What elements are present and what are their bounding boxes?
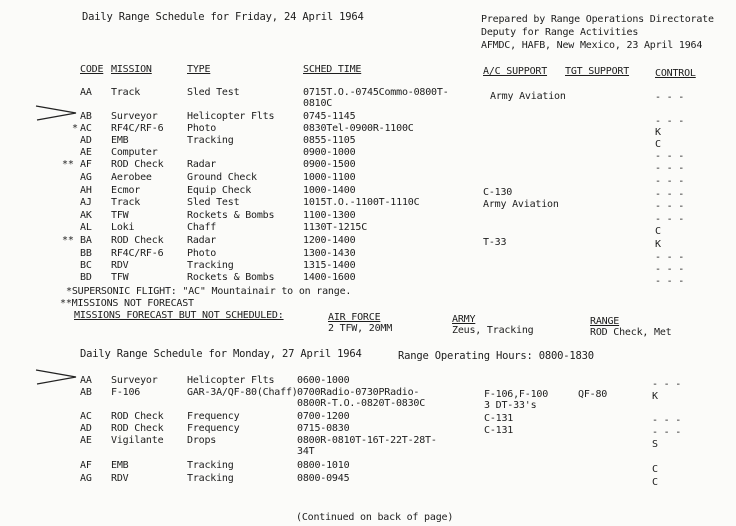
fri-sched: 1130T-1215C: [303, 222, 368, 233]
fri-mission: ROD Check: [111, 235, 164, 246]
fri-code: AH: [80, 185, 92, 196]
fri-sched-cont: 0810C: [303, 98, 333, 109]
friday-title: Daily Range Schedule for Friday, 24 April 1964: [82, 11, 364, 23]
mon-ac: C-131: [484, 413, 514, 424]
army-value: Zeus, Tracking: [452, 325, 534, 336]
fri-code: AK: [80, 210, 92, 221]
fri-sched: 0745-1145: [303, 111, 356, 122]
col-code: CODE: [80, 64, 104, 75]
mon-sched: 0600-1000: [297, 375, 350, 386]
range-heading: RANGE: [590, 316, 620, 327]
monday-hours: Range Operating Hours: 0800-1830: [398, 350, 594, 362]
fri-mission: Computer: [111, 147, 158, 158]
fri-type: Sled Test: [187, 197, 240, 208]
mon-control: K: [652, 391, 658, 402]
fri-code: BD: [80, 272, 92, 283]
fri-mission: TFW: [111, 272, 129, 283]
prepared-line-2: Deputy for Range Activities: [481, 27, 639, 38]
fri-type: Photo: [187, 248, 217, 259]
mon-mission: RDV: [111, 473, 129, 484]
fri-mission: EMB: [111, 135, 129, 146]
fri-control: - - -: [655, 201, 685, 212]
mon-mission: Vigilante: [111, 435, 164, 446]
mon-type: Frequency: [187, 423, 240, 434]
fri-mark: **: [62, 159, 74, 170]
fri-ac: T-33: [483, 237, 507, 248]
mon-type: Tracking: [187, 460, 234, 471]
fri-sched: 1000-1100: [303, 172, 356, 183]
mon-control: - - -: [652, 427, 682, 438]
fri-type: Helicopter Flts: [187, 111, 275, 122]
mon-code: AD: [80, 423, 92, 434]
fri-mission: RF4C/RF-6: [111, 123, 164, 134]
mon-control: C: [652, 477, 658, 488]
fri-mission: Loki: [111, 222, 135, 233]
mon-ac: C-131: [484, 425, 514, 436]
mon-control: C: [652, 464, 658, 475]
mon-control: S: [652, 439, 658, 450]
fri-mission: RDV: [111, 260, 129, 271]
fri-type: Radar: [187, 235, 217, 246]
mon-mission: ROD Check: [111, 423, 164, 434]
fri-type: Chaff: [187, 222, 217, 233]
prepared-line-3: AFMDC, HAFB, New Mexico, 23 April 1964: [481, 40, 703, 51]
mon-sched: 0800-0945: [297, 473, 350, 484]
mon-code: AB: [80, 387, 92, 398]
mon-sched: 0800-1010: [297, 460, 350, 471]
fri-ac: C-130: [483, 187, 513, 198]
fri-mission: ROD Check: [111, 159, 164, 170]
fri-mission: TFW: [111, 210, 129, 221]
fri-control: - - -: [655, 276, 685, 287]
fri-sched: 1000-1400: [303, 185, 356, 196]
mon-code: AG: [80, 473, 92, 484]
mon-mission: EMB: [111, 460, 129, 471]
fri-code: AD: [80, 135, 92, 146]
fri-control: - - -: [655, 92, 685, 103]
fri-mission: Ecmor: [111, 185, 141, 196]
range-value: ROD Check, Met: [590, 327, 672, 338]
hand-arrow-icon: [34, 104, 80, 122]
mon-code: AF: [80, 460, 92, 471]
mon-type: Tracking: [187, 473, 234, 484]
note-supersonic: *SUPERSONIC FLIGHT: "AC" Mountainair to on range.: [66, 286, 352, 297]
fri-control: - - -: [655, 176, 685, 187]
fri-code: AE: [80, 147, 92, 158]
fri-code: AA: [80, 87, 92, 98]
fri-mission: Track: [111, 197, 141, 208]
mon-code: AE: [80, 435, 92, 446]
fri-sched: 1300-1430: [303, 248, 356, 259]
col-tgt-support: TGT SUPPORT: [565, 66, 630, 77]
fri-type: Tracking: [187, 135, 234, 146]
mon-sched: 0715-0830: [297, 423, 350, 434]
fri-mark: **: [62, 235, 74, 246]
mon-sched-cont: 34T: [297, 446, 315, 457]
fri-code: BB: [80, 248, 92, 259]
mon-sched: 0700Radio-0730PRadio-: [297, 387, 420, 398]
hand-arrow-icon: [34, 368, 80, 386]
fri-sched: 0715T.O.-0745Commo-0800T-: [303, 87, 449, 98]
fri-type: Ground Check: [187, 172, 257, 183]
mon-control: - - -: [652, 379, 682, 390]
mon-ac: F-106,F-100: [484, 389, 549, 400]
note-forecast-label: MISSIONS FORECAST BUT NOT SCHEDULED:: [74, 310, 284, 321]
fri-control: K: [655, 239, 661, 250]
fri-code: AF: [80, 159, 92, 170]
fri-mission: RF4C/RF-6: [111, 248, 164, 259]
fri-control: K: [655, 127, 661, 138]
fri-mission: Surveyor: [111, 111, 158, 122]
fri-type: Photo: [187, 123, 217, 134]
fri-sched: 1315-1400: [303, 260, 356, 271]
mon-sched-cont: 0800R-T.O.-0820T-0830C: [297, 398, 426, 409]
mon-type: Helicopter Flts: [187, 375, 275, 386]
fri-sched: 0855-1105: [303, 135, 356, 146]
fri-type: Sled Test: [187, 87, 240, 98]
fri-type: Tracking: [187, 260, 234, 271]
fri-sched: 1200-1400: [303, 235, 356, 246]
fri-ac: Army Aviation: [490, 91, 566, 102]
fri-code: AJ: [80, 197, 92, 208]
fri-mark: *: [72, 123, 78, 134]
fri-sched: 0830Tel-0900R-1100C: [303, 123, 414, 134]
mon-type: Drops: [187, 435, 217, 446]
monday-title: Daily Range Schedule for Monday, 27 April 1964: [80, 348, 362, 360]
mon-ac-cont: 3 DT-33's: [484, 400, 537, 411]
mon-type: GAR-3A/QF-80(Chaff): [187, 387, 298, 398]
air-force-heading: AIR FORCE: [328, 312, 381, 323]
fri-code: AC: [80, 123, 92, 134]
footer-continued: (Continued on back of page): [296, 512, 454, 523]
fri-code: AG: [80, 172, 92, 183]
mon-mission: F-106: [111, 387, 141, 398]
fri-control: C: [655, 139, 661, 150]
fri-control: - - -: [655, 214, 685, 225]
mon-mission: ROD Check: [111, 411, 164, 422]
fri-type: Radar: [187, 159, 217, 170]
mon-mission: Surveyor: [111, 375, 158, 386]
fri-code: AL: [80, 222, 92, 233]
mon-sched: 0800R-0810T-16T-22T-28T-: [297, 435, 437, 446]
fri-sched: 1400-1600: [303, 272, 356, 283]
col-type: TYPE: [187, 64, 211, 75]
mon-tgt: QF-80: [578, 389, 608, 400]
fri-ac: Army Aviation: [483, 199, 559, 210]
fri-control: - - -: [655, 189, 685, 200]
fri-code: BC: [80, 260, 92, 271]
fri-code: BA: [80, 235, 92, 246]
prepared-line-1: Prepared by Range Operations Directorate: [481, 14, 714, 25]
col-control: CONTROL: [655, 68, 696, 79]
fri-type: Rockets & Bombs: [187, 272, 275, 283]
fri-control: - - -: [655, 163, 685, 174]
fri-sched: 1100-1300: [303, 210, 356, 221]
fri-mission: Aerobee: [111, 172, 152, 183]
fri-control: - - -: [655, 151, 685, 162]
fri-control: - - -: [655, 264, 685, 275]
fri-control: - - -: [655, 116, 685, 127]
fri-sched: 0900-1500: [303, 159, 356, 170]
army-heading: ARMY: [452, 314, 476, 325]
fri-code: AB: [80, 111, 92, 122]
note-not-forecast: **MISSIONS NOT FORECAST: [60, 298, 194, 309]
mon-code: AC: [80, 411, 92, 422]
fri-control: C: [655, 226, 661, 237]
fri-type: Equip Check: [187, 185, 252, 196]
fri-type: Rockets & Bombs: [187, 210, 275, 221]
mon-sched: 0700-1200: [297, 411, 350, 422]
col-ac-support: A/C SUPPORT: [483, 66, 548, 77]
fri-sched: 0900-1000: [303, 147, 356, 158]
fri-sched: 1015T.O.-1100T-1110C: [303, 197, 420, 208]
mon-control: - - -: [652, 415, 682, 426]
fri-control: - - -: [655, 252, 685, 263]
mon-type: Frequency: [187, 411, 240, 422]
air-force-value: 2 TFW, 20MM: [328, 323, 393, 334]
mon-code: AA: [80, 375, 92, 386]
fri-mission: Track: [111, 87, 141, 98]
col-mission: MISSION: [111, 64, 152, 75]
col-sched-time: SCHED TIME: [303, 64, 362, 75]
